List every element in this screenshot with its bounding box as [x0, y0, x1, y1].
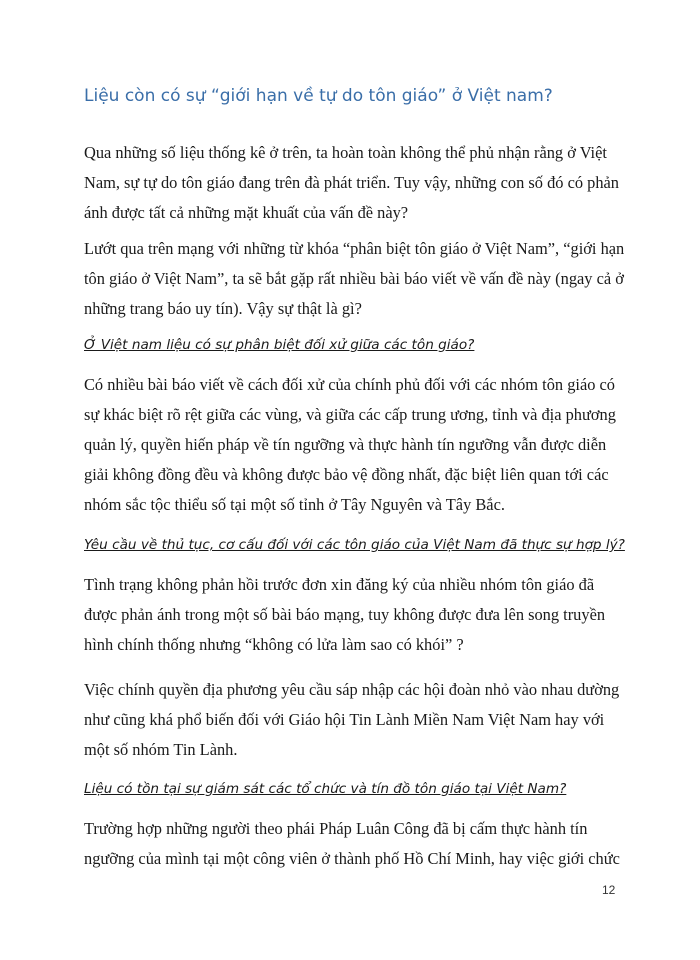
subheading-discrimination: Ở Việt nam liệu có sự phân biệt đối xử giữa các tôn giáo?	[84, 337, 475, 353]
paragraph-falun-gong: Trường hợp những người theo phái Pháp Luân Công đã bị cấm thực hành tín ngưỡng của mình tại một công viên ở thành phố Hồ Chí Minh, hay việc giới chức	[84, 819, 620, 868]
paragraph-regional-treatment: Có nhiều bài báo viết về cách đối xử của chính phủ đối với các nhóm tôn giáo có sự khác biệt rõ rệt giữa các vùng, và giữa các cấp trung ương, tỉnh và địa phương quản lý, quyền hiến pháp về tín ngưỡng và thực hành tín ngưỡng vẫn được diễn giải không đồng đều và không được bảo vệ đồng nhất, đặc biệt liên quan tới các nhóm sắc tộc thiểu số tại một số tỉnh ở Tây Nguyên và Tây Bắc.	[84, 375, 616, 514]
paragraph-registration: Tình trạng không phản hồi trước đơn xin đăng ký của nhiều nhóm tôn giáo đã được phản ánh trong một số bài báo mạng, tuy không được đưa lên song truyền hình chính thống nhưng “không có lửa làm sao có khói” ?	[84, 575, 606, 654]
section-heading: Liệu còn có sự “giới hạn về tự do tôn giáo” ở Việt nam?	[84, 86, 553, 106]
subheading-procedures: Yêu cầu về thủ tục, cơ cấu đối với các tôn giáo của Việt Nam đã thực sự hợp lý?	[84, 537, 625, 553]
paragraph-statistics: Qua những số liệu thống kê ở trên, ta hoàn toàn không thể phủ nhận rằng ở Việt Nam, sự tự do tôn giáo đang trên đà phát triển. Tuy vậy, những con số đó có phản ánh được tất cả những mặt khuất của vấn đề này?	[84, 143, 619, 222]
paragraph-online-search: Lướt qua trên mạng với những từ khóa “phân biệt tôn giáo ở Việt Nam”, “giới hạn tôn giáo ở Việt Nam”, ta sẽ bắt gặp rất nhiều bài báo viết về vấn đề này (ngay cả ở những trang báo uy tín). Vậy sự thật là gì?	[84, 239, 625, 318]
paragraph-merging-groups: Việc chính quyền địa phương yêu cầu sáp nhập các hội đoàn nhỏ vào nhau dường như cũng khá phổ biến đối với Giáo hội Tin Lành Miền Nam Việt Nam hay với một số nhóm Tin Lành.	[84, 680, 620, 759]
page-number: 12	[602, 883, 616, 897]
subheading-surveillance: Liệu có tồn tại sự giám sát các tổ chức và tín đồ tôn giáo tại Việt Nam?	[84, 781, 567, 797]
